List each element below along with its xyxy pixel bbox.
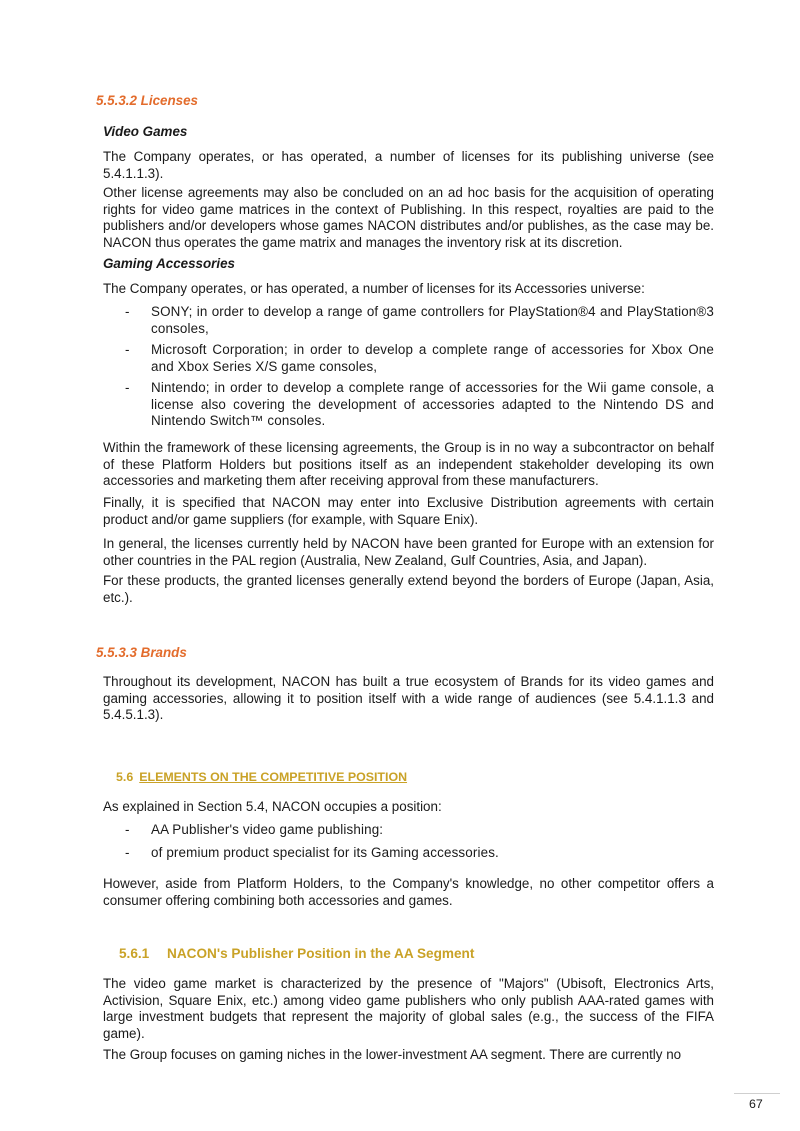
paragraph-accessories-intro: The Company operates, or has operated, a number of licenses for its Accessories universe: [103, 281, 645, 296]
bullet-dash: - [125, 822, 130, 837]
bullet-dash: - [125, 380, 130, 395]
subheading-gaming-accessories: Gaming Accessories [103, 256, 235, 271]
list-item-text: Microsoft Corporation; in order to develop a complete range of accessories for Xbox One and Xbox Series X/S game consoles, [151, 342, 714, 374]
bullet-dash: - [125, 342, 130, 357]
paragraph-licensing-framework: Within the framework of these licensing agreements, the Group is in no way a subcontractor on behalf of these Platform Holders but positions itself as an independent stakeholder developing its own accessories and marketing them after receiving approval from these manufacturers. [103, 440, 714, 488]
bullet-dash: - [125, 304, 130, 319]
heading-brands: 5.5.3.3 Brands [96, 645, 187, 660]
heading-publisher-position [119, 946, 474, 963]
paragraph-position-intro: As explained in Section 5.4, NACON occupies a position: [103, 799, 442, 814]
paragraph-brands-ecosystem: Throughout its development, NACON has built a true ecosystem of Brands for its video games and gaming accessories, allowing it to position itself with a wide range of audiences (see 5.4.1.1.3 and 5.4.5.1.3). [103, 674, 714, 722]
paragraph-other-license-agreements: Other license agreements may also be concluded on an ad hoc basis for the acquisition of operating rights for video game matrices in the context of Publishing. In this respect, royalties are paid to the publishers and/or developers whose games NACON distributes and/or publishes, as the case may be. NACON thus operates the game matrix and manages the inventory risk at its discretion. [103, 185, 714, 250]
section-title: NACON's Publisher Position in the AA Segment [167, 946, 475, 961]
page-number: 67 [749, 1097, 763, 1111]
paragraph-exclusive-distribution: Finally, it is specified that NACON may enter into Exclusive Distribution agreements with certain product and/or game suppliers (for example, with Square Enix). [103, 495, 714, 527]
section-title: ELEMENTS ON THE COMPETITIVE POSITION [139, 770, 408, 784]
list-item-text: SONY; in order to develop a range of game controllers for PlayStation®4 and PlayStation®3 consoles, [151, 304, 714, 336]
footer-divider [734, 1093, 780, 1094]
list-item-text: AA Publisher's video game publishing: [151, 822, 384, 837]
heading-competitive-position [116, 769, 407, 786]
list-item-text: Nintendo; in order to develop a complete range of accessories for the Wii game console, a license also covering the development of accessories adapted to the Nintendo DS and Nintendo Switch™ consoles. [151, 380, 714, 428]
heading-licenses: 5.5.3.2 Licenses [96, 93, 198, 108]
paragraph-video-game-market: The video game market is characterized by the presence of "Majors" (Ubisoft, Electronics Arts, Activision, Square Enix, etc.) among video game publishers who only publish AAA-rated games with large investment budgets that represent the majority of global sales (e.g., the success of the FIFA game). [103, 976, 714, 1041]
paragraph-licenses-europe: In general, the licenses currently held by NACON have been granted for Europe with an extension for other countries in the PAL region (Australia, New Zealand, Gulf Countries, Asia, and Japan). [103, 536, 714, 568]
paragraph-licenses-beyond-europe: For these products, the granted licenses generally extend beyond the borders of Europe (Japan, Asia, etc.). [103, 573, 714, 605]
subheading-video-games: Video Games [103, 124, 188, 139]
paragraph-no-competitor: However, aside from Platform Holders, to the Company's knowledge, no other competitor offers a consumer offering combining both accessories and games. [103, 876, 714, 908]
section-number: 5.6 [116, 770, 134, 784]
bullet-dash: - [125, 845, 130, 860]
section-number: 5.6.1 [119, 946, 150, 961]
paragraph-video-games-licenses: The Company operates, or has operated, a number of licenses for its publishing universe (see 5.4.1.1.3). [103, 149, 714, 181]
paragraph-aa-segment: The Group focuses on gaming niches in the lower-investment AA segment. There are currently no [103, 1047, 682, 1062]
list-item-text: of premium product specialist for its Gaming accessories. [151, 845, 499, 860]
